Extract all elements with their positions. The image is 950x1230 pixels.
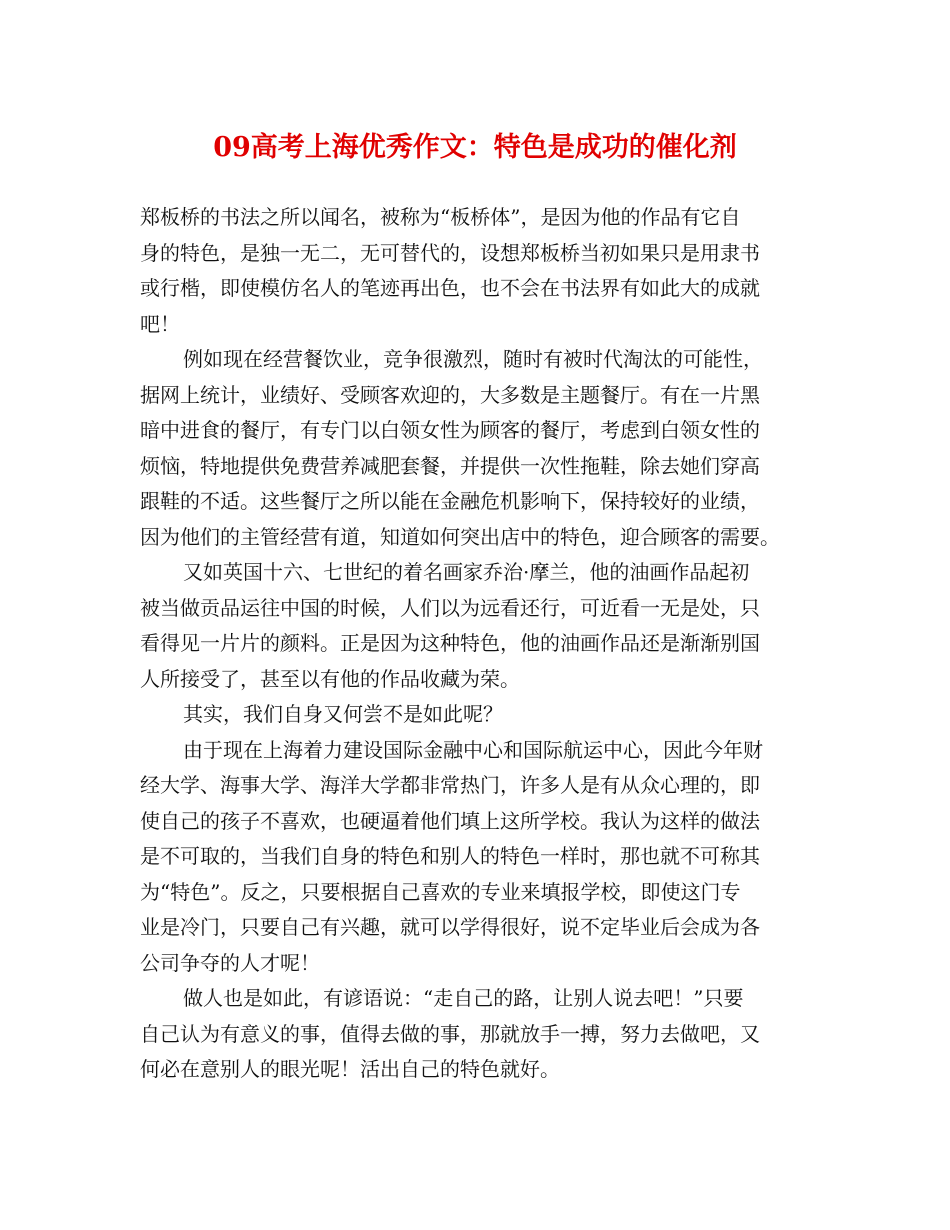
paragraph-line: 因为他们的主管经营有道，知道如何突出店中的特色，迎合顾客的需要。 bbox=[140, 524, 780, 549]
paragraph-line: 自己认为有意义的事，值得去做的事，那就放手一搏，努力去做吧，又 bbox=[140, 1021, 760, 1046]
paragraph-line: 身的特色，是独一无二，无可替代的，设想郑板桥当初如果只是用隶书 bbox=[140, 240, 760, 265]
paragraph-line: 做人也是如此，有谚语说：“走自己的路，让别人说去吧！”只要 bbox=[183, 986, 744, 1010]
paragraph bbox=[140, 697, 840, 733]
paragraph-line: 被当做贡品运往中国的时候，人们以为远看还行，可近看一无是处，只 bbox=[140, 595, 760, 620]
paragraph-line: 看得见一片片的颜料。正是因为这种特色，他的油画作品还是渐渐别国 bbox=[140, 631, 760, 655]
paragraph-line: 是不可取的，当我们自身的特色和别人的特色一样时，那也就不可称其 bbox=[140, 844, 760, 868]
paragraph-line: 吧！ bbox=[140, 311, 180, 336]
paragraph-line: 据网上统计，业绩好、受顾客欢迎的，大多数是主题餐厅。有在一片黑 bbox=[140, 382, 760, 407]
paragraph-line: 暗中进食的餐厅，有专门以白领女性为顾客的餐厅，考虑到白领女性的 bbox=[140, 418, 760, 442]
paragraph-line: 郑板桥的书法之所以闻名，被称为“板桥体”，是因为他的作品有它自 bbox=[140, 205, 741, 229]
paragraph-line: 人所接受了，甚至以有他的作品收藏为荣。 bbox=[140, 666, 520, 691]
paragraph bbox=[140, 981, 840, 1088]
paragraph-line: 例如现在经营餐饮业，竞争很激烈，随时有被时代淘汰的可能性， bbox=[183, 347, 763, 371]
paragraph-line: 跟鞋的不适。这些餐厅之所以能在金融危机影响下，保持较好的业绩， bbox=[140, 489, 760, 513]
paragraph-line: 经大学、海事大学、海洋大学都非常热门，许多人是有从众心理的，即 bbox=[140, 773, 760, 797]
paragraph bbox=[140, 342, 840, 555]
paragraph-line: 其实，我们自身又何尝不是如此呢？ bbox=[183, 702, 503, 726]
paragraph-line: 为“特色”。反之，只要根据自己喜欢的专业来填报学校，即使这门专 bbox=[140, 879, 741, 904]
paragraph-line: 使自己的孩子不喜欢，也硬逼着他们填上这所学校。我认为这样的做法 bbox=[140, 808, 760, 833]
paragraph bbox=[140, 200, 840, 342]
document-title: 09高考上海优秀作文：特色是成功的催化剂 bbox=[213, 132, 737, 163]
paragraph-line: 业是冷门，只要自己有兴趣，就可以学得很好，说不定毕业后会成为各 bbox=[140, 915, 760, 939]
paragraph bbox=[140, 555, 840, 697]
paragraph-line: 烦恼，特地提供免费营养减肥套餐，并提供一次性拖鞋，除去她们穿高 bbox=[140, 453, 760, 478]
paragraph bbox=[140, 733, 840, 982]
paragraph-line: 或行楷，即使模仿名人的笔迹再出色，也不会在书法界有如此大的成就 bbox=[140, 276, 760, 300]
paragraph-line: 又如英国十六、七世纪的着名画家乔治·摩兰，他的油画作品起初 bbox=[183, 560, 750, 584]
paragraph-line: 何必在意别人的眼光呢！活出自己的特色就好。 bbox=[140, 1057, 560, 1081]
paragraph-line: 公司争夺的人才呢！ bbox=[140, 950, 320, 975]
document-body bbox=[140, 200, 840, 1088]
paragraph-line: 由于现在上海着力建设国际金融中心和国际航运中心，因此今年财 bbox=[183, 737, 763, 762]
